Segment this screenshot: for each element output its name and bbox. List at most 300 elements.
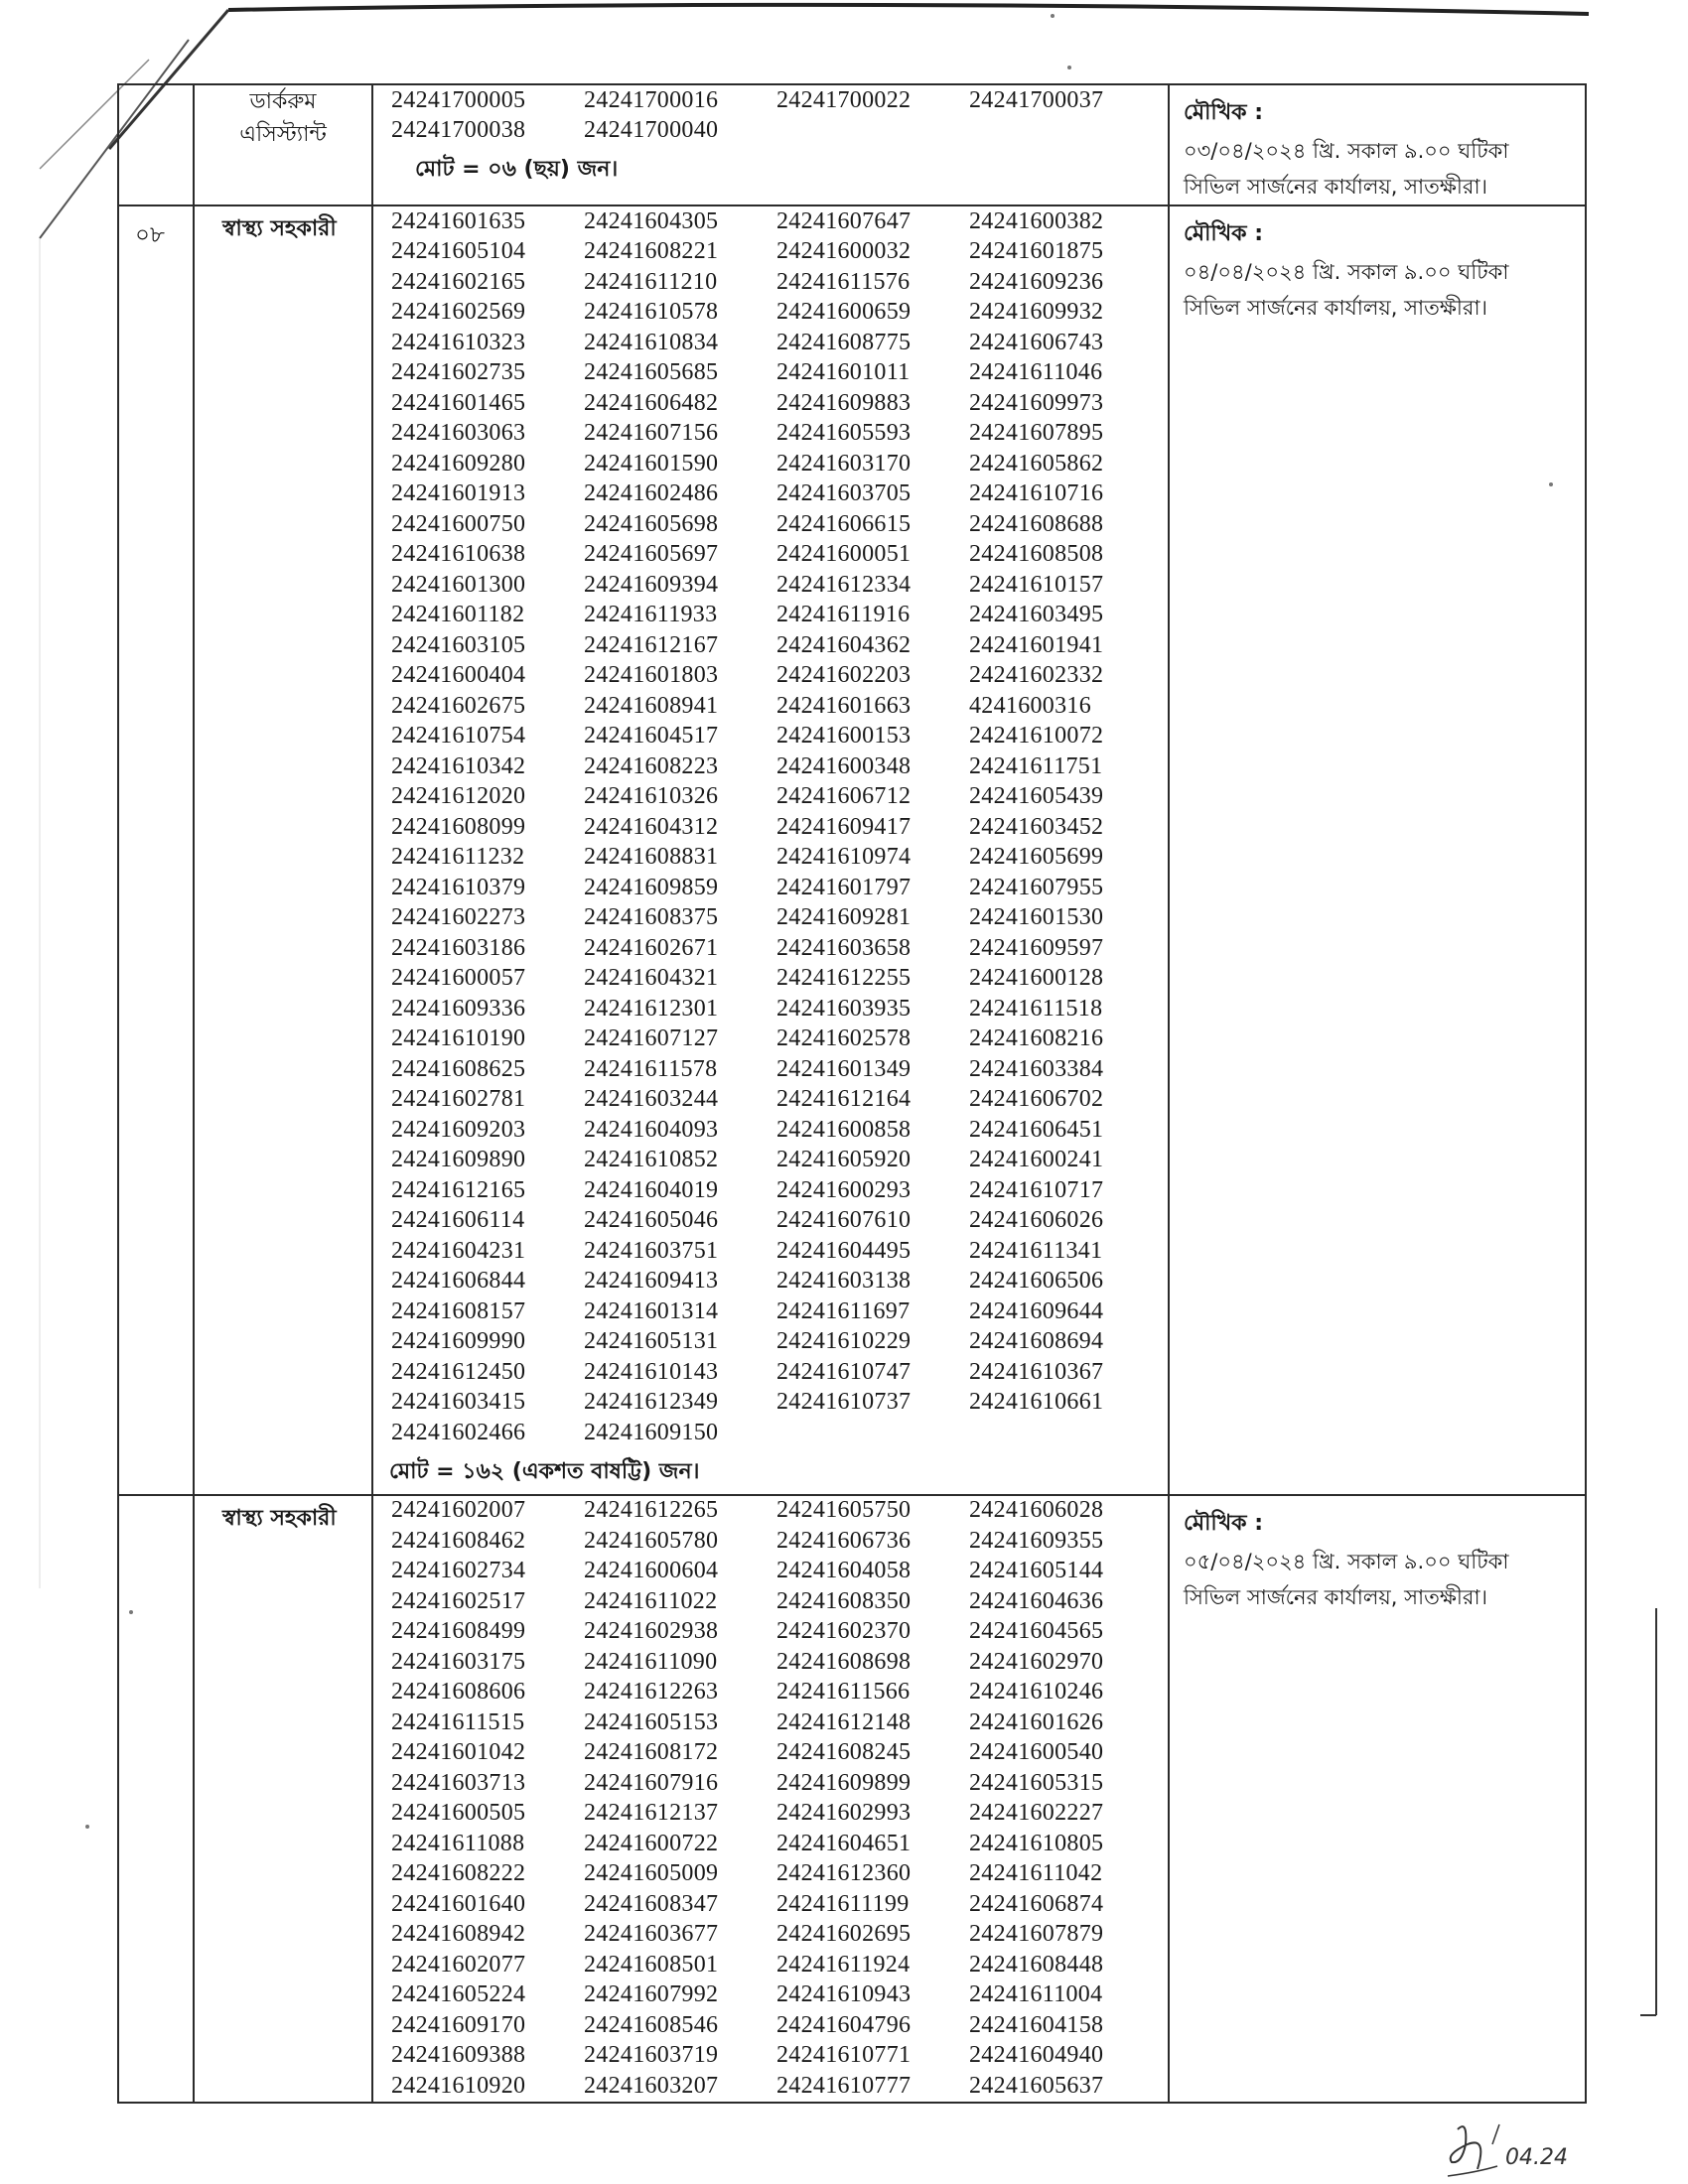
- roll-row: [391, 2071, 1168, 2102]
- roll-row: [391, 661, 1168, 692]
- roll-row: [391, 1586, 1168, 1617]
- roll-row: [391, 1206, 1168, 1237]
- roll-number: 24241602671: [584, 934, 719, 961]
- roll-number: 24241604321: [584, 965, 719, 992]
- roll-number: 24241608508: [969, 541, 1104, 568]
- roll-number: 24241605698: [584, 510, 719, 537]
- roll-number: 24241601530: [969, 904, 1104, 931]
- roll-number: 24241612164: [776, 1086, 912, 1113]
- roll-number: 24241612167: [584, 631, 719, 658]
- roll-number: 24241700022: [776, 86, 912, 113]
- roll-number: 24241609336: [391, 995, 526, 1022]
- roll-number: 24241604517: [584, 723, 719, 750]
- roll-number: 24241610246: [969, 1679, 1104, 1706]
- roll-number: 24241601349: [776, 1055, 912, 1082]
- roll-number: 24241603677: [584, 1921, 719, 1948]
- roll-number: 24241608221: [584, 238, 719, 265]
- roll-number: 24241604019: [584, 1176, 719, 1203]
- roll-number: 24241603244: [584, 1086, 719, 1113]
- signature-image: [1438, 2115, 1587, 2184]
- roll-number: 24241612265: [584, 1497, 719, 1524]
- roll-row: [391, 1496, 1168, 1527]
- roll-number: 24241606615: [776, 510, 912, 537]
- roll-number: 24241611090: [584, 1648, 718, 1675]
- roll-number: 24241602970: [969, 1648, 1104, 1675]
- roll-row: [391, 116, 1168, 147]
- roll-number: 24241601626: [969, 1708, 1104, 1735]
- roll-number: 24241605750: [776, 1497, 912, 1524]
- roll-number: 24241603170: [776, 450, 912, 477]
- roll-row: [391, 903, 1168, 934]
- roll-number: 24241608499: [391, 1618, 526, 1645]
- roll-number: 24241606026: [969, 1207, 1104, 1234]
- roll-row: [391, 267, 1168, 298]
- roll-row: [391, 1175, 1168, 1206]
- roll-number: 24241608245: [776, 1739, 912, 1766]
- roll-number: 24241603751: [584, 1237, 719, 1264]
- roll-number: 24241602675: [391, 692, 526, 719]
- roll-number: 24241600540: [969, 1739, 1104, 1766]
- roll-row: [391, 509, 1168, 540]
- roll-number: 24241611341: [969, 1237, 1103, 1264]
- roll-numbers-cell: [372, 1495, 1169, 2103]
- viva-info-cell: [1169, 205, 1586, 1495]
- roll-number: 24241602007: [391, 1497, 526, 1524]
- roll-number: 24241612148: [776, 1708, 912, 1735]
- roll-number: 24241611210: [584, 268, 718, 295]
- roll-row: [391, 1557, 1168, 1587]
- roll-row: [391, 812, 1168, 843]
- roll-number: 24241604362: [776, 631, 912, 658]
- roll-number: 24241609973: [969, 389, 1104, 416]
- roll-number: 24241602486: [584, 480, 719, 507]
- roll-row: [391, 1647, 1168, 1678]
- roll-number: 24241603705: [776, 480, 912, 507]
- roll-number: 24241601465: [391, 389, 526, 416]
- roll-row: [391, 1024, 1168, 1055]
- roll-number: 24241610661: [969, 1389, 1104, 1416]
- post-name-cell: [194, 84, 372, 205]
- roll-number: 24241609394: [584, 571, 719, 598]
- roll-number: 24241608375: [584, 904, 719, 931]
- roll-number: 24241610777: [776, 2072, 912, 2099]
- roll-number: 24241610974: [776, 844, 912, 871]
- roll-number: 24241608216: [969, 1025, 1104, 1052]
- roll-number: 24241606451: [969, 1116, 1104, 1143]
- roll-number: 24241608775: [776, 329, 912, 355]
- roll-number: 24241700016: [584, 86, 719, 113]
- roll-number: 24241610157: [969, 571, 1104, 598]
- viva-date: ০৫/০৪/২০২৪ খ্রি. সকাল ৯.০০ ঘটিকা: [1184, 1549, 1509, 1573]
- roll-number: 24241604651: [776, 1830, 912, 1856]
- roll-number: 24241603175: [391, 1648, 526, 1675]
- roll-number: 24241604565: [969, 1618, 1104, 1645]
- roll-number: 24241612349: [584, 1389, 719, 1416]
- roll-row: [391, 1146, 1168, 1176]
- roll-number: 24241605153: [584, 1708, 719, 1735]
- roll-number: 24241603713: [391, 1769, 526, 1796]
- roll-number: 24241604058: [776, 1558, 912, 1584]
- post-name-line: ডার্করুম: [249, 89, 317, 114]
- roll-number: 24241600382: [969, 207, 1104, 234]
- viva-label: মৌখিক :: [1184, 100, 1264, 125]
- roll-number: 24241608462: [391, 1527, 526, 1554]
- roll-number: 24241602517: [391, 1587, 526, 1614]
- roll-number: 24241606702: [969, 1086, 1104, 1113]
- roll-number: 24241609597: [969, 934, 1104, 961]
- viva-date: ০৩/০৪/২০২৪ খ্রি. সকাল ৯.০০ ঘটিকা: [1184, 139, 1509, 163]
- roll-numbers-cell: [372, 205, 1169, 1495]
- roll-row: [391, 1950, 1168, 1980]
- roll-number: 24241608347: [584, 1890, 719, 1917]
- roll-number: 24241604636: [969, 1587, 1104, 1614]
- roll-number: 24241700037: [969, 86, 1104, 113]
- roll-number: 24241612334: [776, 571, 912, 598]
- roll-number: 24241610229: [776, 1328, 912, 1355]
- roll-number: 24241610190: [391, 1025, 526, 1052]
- roll-number: 24241600858: [776, 1116, 912, 1143]
- viva-date: ০৪/০৪/২০২৪ খ্রি. সকাল ৯.০০ ঘটিকা: [1184, 260, 1509, 284]
- roll-number: 24241612165: [391, 1176, 526, 1203]
- roll-number: 24241602332: [969, 662, 1104, 689]
- roll-number: 24241607895: [969, 420, 1104, 447]
- roll-number: 24241603719: [584, 2042, 719, 2069]
- roll-number: 24241605637: [969, 2072, 1104, 2099]
- roll-number: 24241600722: [584, 1830, 719, 1856]
- roll-number: 24241602569: [391, 299, 526, 326]
- roll-number: 24241606506: [969, 1268, 1104, 1295]
- roll-row: [391, 1357, 1168, 1388]
- roll-number: 24241602077: [391, 1951, 526, 1978]
- roll-number: 24241610578: [584, 299, 719, 326]
- roll-number: 24241601042: [391, 1739, 526, 1766]
- roll-number: 24241610805: [969, 1830, 1104, 1856]
- roll-number: 24241601011: [776, 359, 911, 386]
- roll-row: [391, 843, 1168, 874]
- roll-number: 24241607992: [584, 1981, 719, 2008]
- roll-number: 24241603935: [776, 995, 912, 1022]
- roll-row: [391, 1617, 1168, 1648]
- roll-number: 24241603063: [391, 420, 526, 447]
- roll-number: 24241608831: [584, 844, 719, 871]
- roll-row: [391, 1327, 1168, 1358]
- roll-number: 24241609355: [969, 1527, 1104, 1554]
- roll-number: 24241608688: [969, 510, 1104, 537]
- viva-venue: সিভিল সার্জনের কার্যালয়, সাতক্ষীরা।: [1184, 175, 1488, 199]
- roll-row: [391, 751, 1168, 782]
- candidate-roll-table: [117, 83, 1587, 2104]
- roll-row: [391, 994, 1168, 1024]
- roll-number: 24241610638: [391, 541, 526, 568]
- roll-number: 24241605315: [969, 1769, 1104, 1796]
- roll-number: 24241608698: [776, 1648, 912, 1675]
- signature-date: 04.24: [1505, 2145, 1568, 2170]
- roll-number: 24241605224: [391, 1981, 526, 2008]
- roll-row: [391, 722, 1168, 752]
- roll-number: 24241603186: [391, 934, 526, 961]
- roll-number: 24241611924: [776, 1951, 911, 1978]
- roll-row: [391, 1388, 1168, 1419]
- roll-number: 24241605697: [584, 541, 719, 568]
- roll-number: 24241605780: [584, 1527, 719, 1554]
- roll-number: 24241606114: [391, 1207, 525, 1234]
- scan-speck: [1051, 14, 1055, 18]
- roll-number: 24241700038: [391, 117, 526, 144]
- roll-number: 24241603207: [584, 2072, 719, 2099]
- roll-number: 24241600057: [391, 965, 526, 992]
- roll-number: 24241603138: [776, 1268, 912, 1295]
- roll-number: 24241602165: [391, 268, 526, 295]
- roll-number: 24241603105: [391, 631, 526, 658]
- roll-number: 24241610920: [391, 2072, 526, 2099]
- roll-number: 24241606743: [969, 329, 1104, 355]
- roll-number: 24241602203: [776, 662, 912, 689]
- roll-number: 24241608546: [584, 2011, 719, 2038]
- roll-row: [391, 1707, 1168, 1738]
- roll-row: [391, 1799, 1168, 1830]
- roll-number: 24241604312: [584, 813, 719, 840]
- roll-number: 24241609883: [776, 389, 912, 416]
- roll-number: 24241609890: [391, 1147, 526, 1173]
- roll-number: 24241603384: [969, 1055, 1104, 1082]
- roll-row: [391, 1526, 1168, 1557]
- roll-row: [391, 1768, 1168, 1799]
- roll-number: 24241602273: [391, 904, 526, 931]
- roll-number: 24241610754: [391, 723, 526, 750]
- roll-row: [391, 419, 1168, 450]
- roll-number: 24241605439: [969, 783, 1104, 810]
- roll-number: 24241602578: [776, 1025, 912, 1052]
- roll-number: 24241610326: [584, 783, 719, 810]
- roll-number: 24241609859: [584, 874, 719, 900]
- roll-row: [391, 328, 1168, 358]
- roll-row: [391, 964, 1168, 995]
- roll-number: 24241604093: [584, 1116, 719, 1143]
- post-name: স্বাস্থ্য সহকারী: [222, 216, 337, 241]
- roll-number: 24241606874: [969, 1890, 1104, 1917]
- roll-number: 24241700040: [584, 117, 719, 144]
- roll-number: 24241601875: [969, 238, 1104, 265]
- roll-number: 24241610834: [584, 329, 719, 355]
- roll-row: [391, 570, 1168, 601]
- roll-number: 24241609203: [391, 1116, 526, 1143]
- roll-row: [391, 782, 1168, 813]
- roll-row: [391, 298, 1168, 329]
- roll-number: 24241607647: [776, 207, 912, 234]
- roll-number: 24241606482: [584, 389, 719, 416]
- roll-row: [391, 1297, 1168, 1327]
- roll-number: 24241611518: [969, 995, 1103, 1022]
- roll-number: 24241611566: [776, 1679, 911, 1706]
- roll-number: 24241601913: [391, 480, 526, 507]
- roll-number: 24241607156: [584, 420, 719, 447]
- serial-cell: [118, 84, 194, 205]
- roll-number: 24241601314: [584, 1297, 719, 1324]
- roll-number: 24241602734: [391, 1558, 526, 1584]
- roll-number: 24241603495: [969, 602, 1104, 628]
- roll-row: [391, 1678, 1168, 1708]
- roll-number: 24241609280: [391, 450, 526, 477]
- roll-number: 24241605920: [776, 1147, 912, 1173]
- roll-number: 24241609388: [391, 2042, 526, 2069]
- roll-row: [391, 540, 1168, 571]
- roll-number: 24241609899: [776, 1769, 912, 1796]
- roll-number: 24241608350: [776, 1587, 912, 1614]
- roll-number: 24241611042: [969, 1860, 1103, 1887]
- roll-number: 24241610323: [391, 329, 526, 355]
- roll-number: 24241601640: [391, 1890, 526, 1917]
- roll-row: [391, 873, 1168, 903]
- roll-row: [391, 601, 1168, 631]
- roll-number: 24241602695: [776, 1921, 912, 1948]
- roll-row: [391, 1418, 1168, 1448]
- viva-label: মৌখিক :: [1184, 221, 1264, 246]
- post-name-cell: [194, 205, 372, 1495]
- table-row: [118, 205, 1586, 1495]
- roll-number: 24241608942: [391, 1921, 526, 1948]
- roll-number: 24241603658: [776, 934, 912, 961]
- roll-number: 24241612255: [776, 965, 912, 992]
- roll-number: 24241604305: [584, 207, 719, 234]
- roll-number: 24241612263: [584, 1679, 719, 1706]
- roll-number: 24241610367: [969, 1358, 1104, 1385]
- serial-cell: [118, 205, 194, 1495]
- roll-number: 24241601635: [391, 207, 526, 234]
- roll-row: [391, 1085, 1168, 1116]
- roll-number: 24241608501: [584, 1951, 719, 1978]
- roll-number: 24241612450: [391, 1358, 526, 1385]
- roll-number: 24241605685: [584, 359, 719, 386]
- roll-number: 24241607916: [584, 1769, 719, 1796]
- post-name-cell: [194, 1495, 372, 2103]
- roll-number: 24241608606: [391, 1679, 526, 1706]
- roll-number: 24241600032: [776, 238, 912, 265]
- roll-number: 24241600293: [776, 1176, 912, 1203]
- roll-number: 24241602938: [584, 1618, 719, 1645]
- roll-number: 24241600348: [776, 752, 912, 779]
- roll-number: 24241611751: [969, 752, 1103, 779]
- roll-number: 24241611916: [776, 602, 911, 628]
- roll-number: 24241608941: [584, 692, 719, 719]
- roll-row: [391, 449, 1168, 479]
- roll-number: 24241605009: [584, 1860, 719, 1887]
- roll-row: [391, 933, 1168, 964]
- roll-number: 24241609170: [391, 2011, 526, 2038]
- table-row: [118, 1495, 1586, 2103]
- roll-row: [391, 85, 1168, 116]
- roll-number: 24241600659: [776, 299, 912, 326]
- roll-number: 24241606844: [391, 1268, 526, 1295]
- roll-number: 24241601300: [391, 571, 526, 598]
- viva-venue: সিভিল সার্জনের কার্যালয়, সাতক্ষীরা।: [1184, 1584, 1488, 1609]
- roll-number: 24241602370: [776, 1618, 912, 1645]
- roll-number: 24241606712: [776, 783, 912, 810]
- roll-number: 24241608222: [391, 1860, 526, 1887]
- roll-number: 24241610943: [776, 1981, 912, 2008]
- roll-number: 24241608172: [584, 1739, 719, 1766]
- roll-row: [391, 1920, 1168, 1951]
- serial-number: ০৮: [135, 222, 165, 248]
- roll-number: 24241609236: [969, 268, 1104, 295]
- post-name-line: এসিস্ট্যান্ট: [239, 122, 327, 147]
- roll-number: 24241600604: [584, 1558, 719, 1584]
- roll-row: [391, 1829, 1168, 1859]
- roll-number: 24241600750: [391, 510, 526, 537]
- roll-number: 24241611515: [391, 1708, 525, 1735]
- roll-number: 24241609932: [969, 299, 1104, 326]
- roll-number: 24241601941: [969, 631, 1104, 658]
- roll-row: [391, 1889, 1168, 1920]
- roll-row: [391, 1054, 1168, 1085]
- roll-number: 24241601797: [776, 874, 912, 900]
- roll-number: 24241611199: [776, 1890, 910, 1917]
- roll-row: [391, 2010, 1168, 2041]
- roll-number: 24241700005: [391, 86, 526, 113]
- scan-speck: [85, 1825, 89, 1829]
- roll-number: 24241603415: [391, 1389, 526, 1416]
- roll-row: [391, 1115, 1168, 1146]
- roll-number: 24241612020: [391, 783, 526, 810]
- roll-number: 24241604796: [776, 2011, 912, 2038]
- roll-number: 24241607610: [776, 1207, 912, 1234]
- roll-number: 4241600316: [969, 692, 1091, 719]
- roll-number: 24241600241: [969, 1147, 1104, 1173]
- roll-number: 24241602466: [391, 1419, 526, 1445]
- roll-row: [391, 691, 1168, 722]
- roll-number: 24241608223: [584, 752, 719, 779]
- roll-number: 24241600404: [391, 662, 526, 689]
- roll-number: 24241611046: [969, 359, 1103, 386]
- roll-number: 24241610717: [969, 1176, 1104, 1203]
- roll-row: [391, 1859, 1168, 1890]
- viva-venue: সিভিল সার্জনের কার্যালয়, সাতক্ষীরা।: [1184, 296, 1488, 320]
- roll-number: 24241601590: [584, 450, 719, 477]
- roll-number: 24241612301: [584, 995, 719, 1022]
- roll-number: 24241605862: [969, 450, 1104, 477]
- roll-number: 24241604158: [969, 2011, 1104, 2038]
- roll-number: 24241600128: [969, 965, 1104, 992]
- roll-number: 24241604940: [969, 2042, 1104, 2069]
- roll-number: 24241610737: [776, 1389, 912, 1416]
- roll-number: 24241607127: [584, 1025, 719, 1052]
- section-total: মোট = ১৬২ (একশত বাষট্টি) জন।: [389, 1458, 700, 1484]
- roll-row: [391, 206, 1168, 237]
- roll-number: 24241600051: [776, 541, 912, 568]
- roll-row: [391, 1236, 1168, 1267]
- roll-number: 24241608157: [391, 1297, 526, 1324]
- roll-number: 24241602227: [969, 1800, 1104, 1827]
- roll-number: 24241600153: [776, 723, 912, 750]
- roll-number: 24241611578: [584, 1055, 718, 1082]
- roll-row: [391, 388, 1168, 419]
- roll-number: 24241609413: [584, 1268, 719, 1295]
- viva-info-cell: [1169, 1495, 1586, 2103]
- roll-number: 24241610716: [969, 480, 1104, 507]
- roll-number: 24241604495: [776, 1237, 912, 1264]
- roll-number: 24241610143: [584, 1358, 719, 1385]
- roll-row: [391, 1267, 1168, 1297]
- roll-number: 24241611004: [969, 1981, 1103, 2008]
- roll-number: 24241609150: [584, 1419, 719, 1445]
- roll-number: 24241607879: [969, 1921, 1104, 1948]
- roll-number: 24241607955: [969, 874, 1104, 900]
- roll-row: [391, 358, 1168, 389]
- roll-number: 24241611933: [584, 602, 718, 628]
- roll-number: 24241605593: [776, 420, 912, 447]
- roll-number: 24241608625: [391, 1055, 526, 1082]
- roll-row: [391, 630, 1168, 661]
- roll-number: 24241610771: [776, 2042, 912, 2069]
